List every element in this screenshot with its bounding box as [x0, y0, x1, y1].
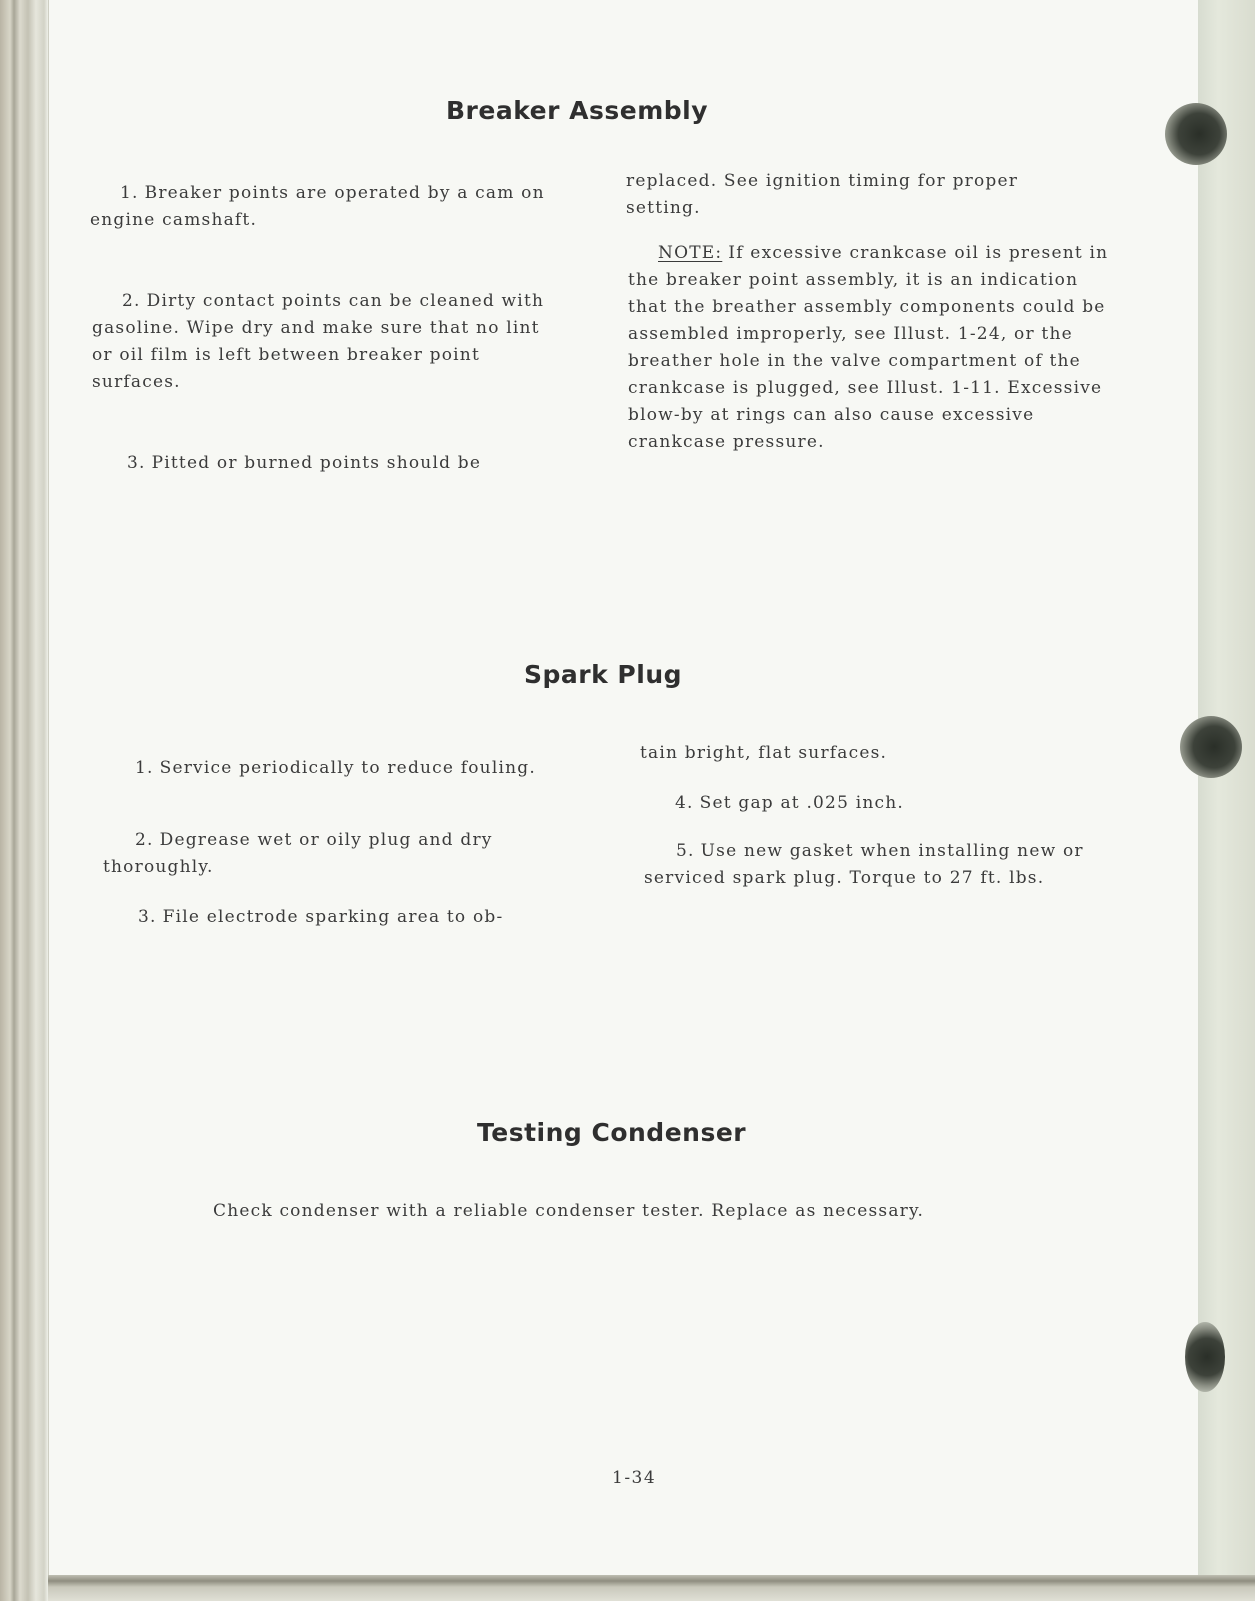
spark-item-1-text: Service periodically to reduce fouling.: [159, 758, 536, 778]
breaker-item-1-number: 1.: [120, 183, 139, 203]
breaker-item-2-number: 2.: [122, 291, 141, 311]
spark-item-5-number: 5.: [676, 841, 695, 861]
condenser-text: Check condenser with a reliable condenser tester. Replace as necessary.: [213, 1201, 925, 1221]
book-binding: [0, 0, 48, 1601]
spark-item-4-number: 4.: [675, 793, 694, 813]
page-number: 1-34: [612, 1468, 657, 1488]
breaker-note-label: NOTE:: [658, 243, 723, 263]
spark-item-2: [103, 827, 563, 881]
spark-item-2-number: 2.: [135, 830, 154, 850]
spark-item-1-number: 1.: [135, 758, 154, 778]
punch-hole-top: [1165, 103, 1227, 165]
testing-condenser-heading: Testing Condenser: [477, 1118, 747, 1147]
breaker-assembly-heading: Breaker Assembly: [446, 96, 709, 125]
punch-hole-middle: [1180, 716, 1242, 778]
spark-item-3: [138, 904, 588, 931]
breaker-item-3-text: Pitted or burned points should be: [151, 453, 482, 473]
breaker-item-3: [127, 450, 587, 477]
spark-item-3-continued: tain bright, flat surfaces.: [640, 743, 888, 763]
spark-item-4-text: Set gap at .025 inch.: [699, 793, 904, 813]
spark-item-2-text: Degrease wet or oily plug and dry thoroughly.: [103, 830, 493, 877]
page-bottom-edge: [48, 1575, 1255, 1601]
spark-item-5-text: Use new gasket when installing new or serviced spark plug. Torque to 27 ft. lbs.: [644, 841, 1084, 888]
breaker-note-text: If excessive crankcase oil is present in the breaker point assembly, it is an indication that the breather assembly components could be assembled improperly, see Illust. 1-24, or the breather hole in the valve compartment of the crankcase is plugged, see Illust. 1-11. Excessive blow-by at rings can also cause excessive crankcase pressure.: [628, 243, 1109, 452]
spark-item-1: [103, 755, 573, 782]
breaker-note: [628, 240, 1123, 456]
spark-plug-heading: Spark Plug: [524, 660, 683, 689]
breaker-item-1: [90, 180, 590, 234]
breaker-item-3-continued: replaced. See ignition timing for proper setting.: [626, 171, 1019, 218]
breaker-item-3-number: 3.: [127, 453, 146, 473]
spark-item-3-number: 3.: [138, 907, 157, 927]
spark-item-3-text: File electrode sparking area to ob-: [162, 907, 504, 927]
spark-item-5: [644, 838, 1114, 892]
punch-hole-bottom: [1185, 1322, 1225, 1392]
breaker-item-2-text: Dirty contact points can be cleaned with gasoline. Wipe dry and make sure that no lint or oil film is left between breaker point surfaces.: [92, 291, 545, 392]
breaker-item-2: [92, 288, 562, 396]
spark-item-4: [675, 790, 1095, 817]
breaker-item-1-text: Breaker points are operated by a cam on engine camshaft.: [90, 183, 545, 230]
